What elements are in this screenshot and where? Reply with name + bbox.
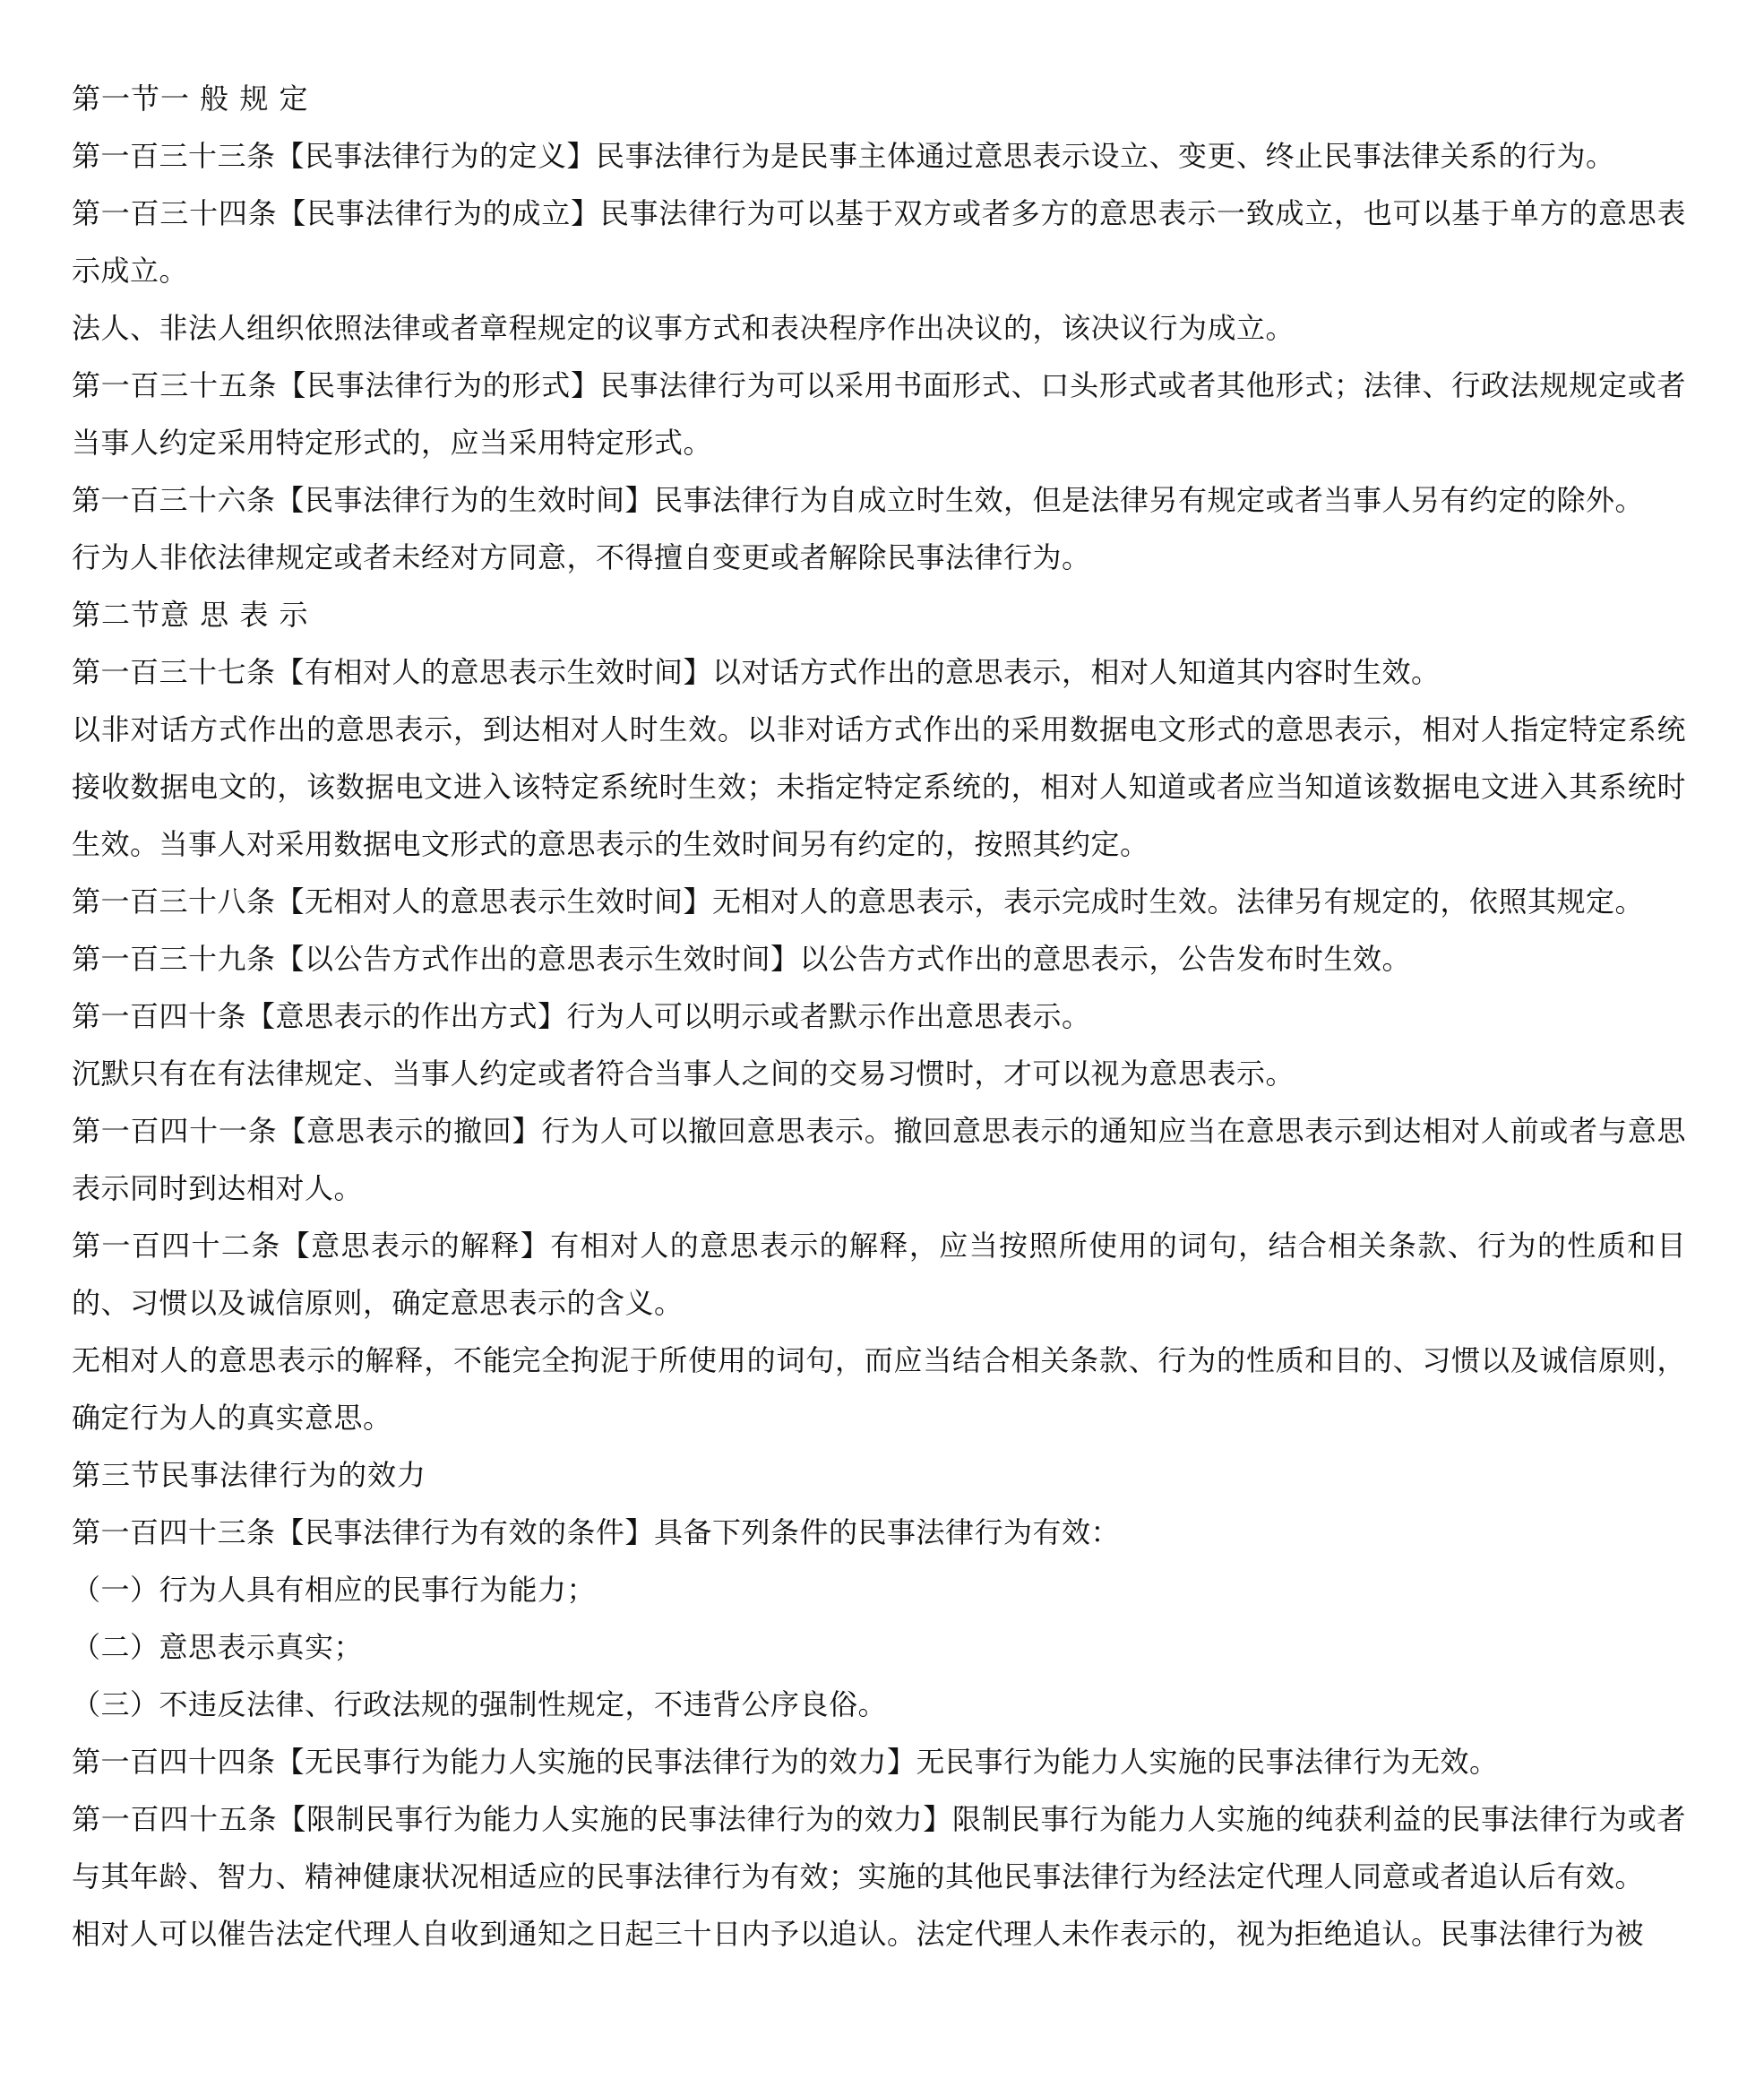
article-135: 第一百三十五条【民事法律行为的形式】民事法律行为可以采用书面形式、口头形式或者其他形式；法律、行政法规规定或者当事人约定采用特定形式的，应当采用特定形式。 (72, 368, 1686, 460)
article-134: 第一百三十四条【民事法律行为的成立】民事法律行为可以基于双方或者多方的意思表示一致成立，也可以基于单方的意思表示成立。 (72, 196, 1686, 288)
paragraph: 法人、非法人组织依照法律或者章程规定的议事方式和表决程序作出决议的，该决议行为成立。 (72, 311, 1295, 345)
list-item: （一）行为人具有相应的民事行为能力； (72, 1573, 597, 1607)
section-heading: 第一节一 般 规 定 (72, 82, 309, 116)
article-137: 第一百三十七条【有相对人的意思表示生效时间】以对话方式作出的意思表示，相对人知道其内容时生效。 (72, 655, 1441, 689)
document-page (72, 70, 1686, 1962)
list-item: （二）意思表示真实； (72, 1630, 364, 1664)
article-142: 第一百四十二条【意思表示的解释】有相对人的意思表示的解释，应当按照所使用的词句，结合相关条款、行为的性质和目的、习惯以及诚信原则，确定意思表示的含义。 (72, 1229, 1686, 1320)
article-140: 第一百四十条【意思表示的作出方式】行为人可以明示或者默示作出意思表示。 (72, 999, 1091, 1033)
paragraph: 沉默只有在有法律规定、当事人约定或者符合当事人之间的交易习惯时，才可以视为意思表示。 (72, 1057, 1295, 1091)
section-heading: 第二节意 思 表 示 (72, 598, 309, 632)
list-item: （三）不违反法律、行政法规的强制性规定，不违背公序良俗。 (72, 1687, 888, 1721)
article-145: 第一百四十五条【限制民事行为能力人实施的民事法律行为的效力】限制民事行为能力人实施的纯获利益的民事法律行为或者与其年龄、智力、精神健康状况相适应的民事法律行为有效；实施的其他民事法律行为经法定代理人同意或者追认后有效。 (72, 1802, 1686, 1893)
paragraph: 行为人非依法律规定或者未经对方同意，不得擅自变更或者解除民事法律行为。 (72, 540, 1091, 574)
paragraph: 相对人可以催告法定代理人自收到通知之日起三十日内予以追认。法定代理人未作表示的，视为拒绝追认。民事法律行为被 (72, 1917, 1645, 1951)
paragraph: 无相对人的意思表示的解释，不能完全拘泥于所使用的词句，而应当结合相关条款、行为的性质和目的、习惯以及诚信原则，确定行为人的真实意思。 (72, 1343, 1686, 1435)
section-heading: 第三节民事法律行为的效力 (72, 1458, 427, 1492)
article-139: 第一百三十九条【以公告方式作出的意思表示生效时间】以公告方式作出的意思表示，公告发布时生效。 (72, 942, 1412, 976)
article-136: 第一百三十六条【民事法律行为的生效时间】民事法律行为自成立时生效，但是法律另有规定或者当事人另有约定的除外。 (72, 483, 1645, 517)
article-141: 第一百四十一条【意思表示的撤回】行为人可以撤回意思表示。撤回意思表示的通知应当在意思表示到达相对人前或者与意思表示同时到达相对人。 (72, 1114, 1686, 1205)
article-143: 第一百四十三条【民事法律行为有效的条件】具备下列条件的民事法律行为有效： (72, 1515, 1121, 1549)
article-138: 第一百三十八条【无相对人的意思表示生效时间】无相对人的意思表示，表示完成时生效。法律另有规定的，依照其规定。 (72, 884, 1645, 919)
article-133: 第一百三十三条【民事法律行为的定义】民事法律行为是民事主体通过意思表示设立、变更、终止民事法律关系的行为。 (72, 139, 1615, 173)
article-144: 第一百四十四条【无民事行为能力人实施的民事法律行为的效力】无民事行为能力人实施的民事法律行为无效。 (72, 1745, 1499, 1779)
paragraph: 以非对话方式作出的意思表示，到达相对人时生效。以非对话方式作出的采用数据电文形式的意思表示，相对人指定特定系统接收数据电文的，该数据电文进入该特定系统时生效；未指定特定系统的，相对人知道或者应当知道该数据电文进入其系统时生效。当事人对采用数据电文形式的意思表示的生效时间另有约定的，按照其约定。 (72, 712, 1686, 861)
